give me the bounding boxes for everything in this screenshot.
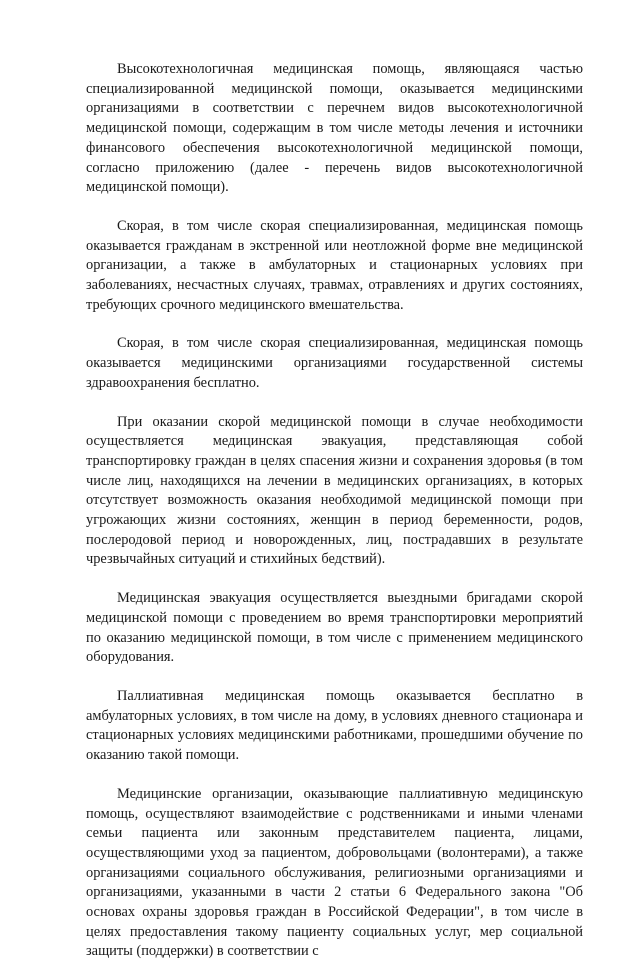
paragraph-emergency-care-free: Скорая, в том числе скорая специализированная, медицинская помощь оказывается медицинскими организациями государственной системы здравоохранения бесплатно. [86,335,583,391]
paragraph-high-tech-care: Высокотехнологичная медицинская помощь, являющаяся частью специализированной медицинской помощи, оказывается медицинскими организациями в соответствии с перечнем видов высокотехнологичной медицинской помощи, содержащим в том числе методы лечения и источники финансового обеспечения высокотехнологичной медицинской помощи, согласно приложению (далее - перечень видов высокотехнологичной медицинской помощи). [86,61,583,196]
paragraph-palliative-organizations: Медицинские организации, оказывающие паллиативную медицинскую помощь, осуществляют взаимодействие с родственниками и иными членами семьи пациента или законным представителем пациента, лицами, осуществляющими уход за пациентом, добровольцами (волонтерами), а также организациями социального обслуживания, религиозными организациями и организациями, указанными в части 2 статьи 6 Федерального закона "Об основах охраны здоровья граждан в Российской Федерации", в том числе в целях предоставления такому пациенту социальных услуг, мер социальной защиты (поддержки) в соответствии с [86,785,583,960]
paragraph-medical-evacuation: При оказании скорой медицинской помощи в случае необходимости осуществляется медицинская эвакуация, представляющая собой транспортировку граждан в целях спасения жизни и сохранения здоровья (в том числе лиц, находящихся на лечении в медицинских организациях, в которых отсутствует возможность оказания необходимой медицинской помощи при угрожающих жизни состояниях, женщин в период беременности, родов, послеродовой период и новорожденных, лиц, пострадавших в результате чрезвычайных ситуаций и стихийных бедствий). [86,413,583,568]
paragraph-evacuation-teams: Медицинская эвакуация осуществляется выездными бригадами скорой медицинской помощи с проведением во время транспортировки мероприятий по оказанию медицинской помощи, в том числе с применением медицинского оборудования. [86,590,583,666]
paragraph-emergency-care: Скорая, в том числе скорая специализированная, медицинская помощь оказывается гражданам в экстренной или неотложной форме вне медицинской организации, а также в амбулаторных и стационарных условиях при заболеваниях, несчастных случаях, травмах, отравлениях и других состояниях, требующих срочного медицинского вмешательства. [86,217,583,313]
paragraph-palliative-care: Паллиативная медицинская помощь оказывается бесплатно в амбулаторных условиях, в том числе на дому, в условиях дневного стационара и стационарных условиях медицинскими работниками, прошедшими обучение по оказанию такой помощи. [86,687,583,764]
document-body [86,60,583,962]
